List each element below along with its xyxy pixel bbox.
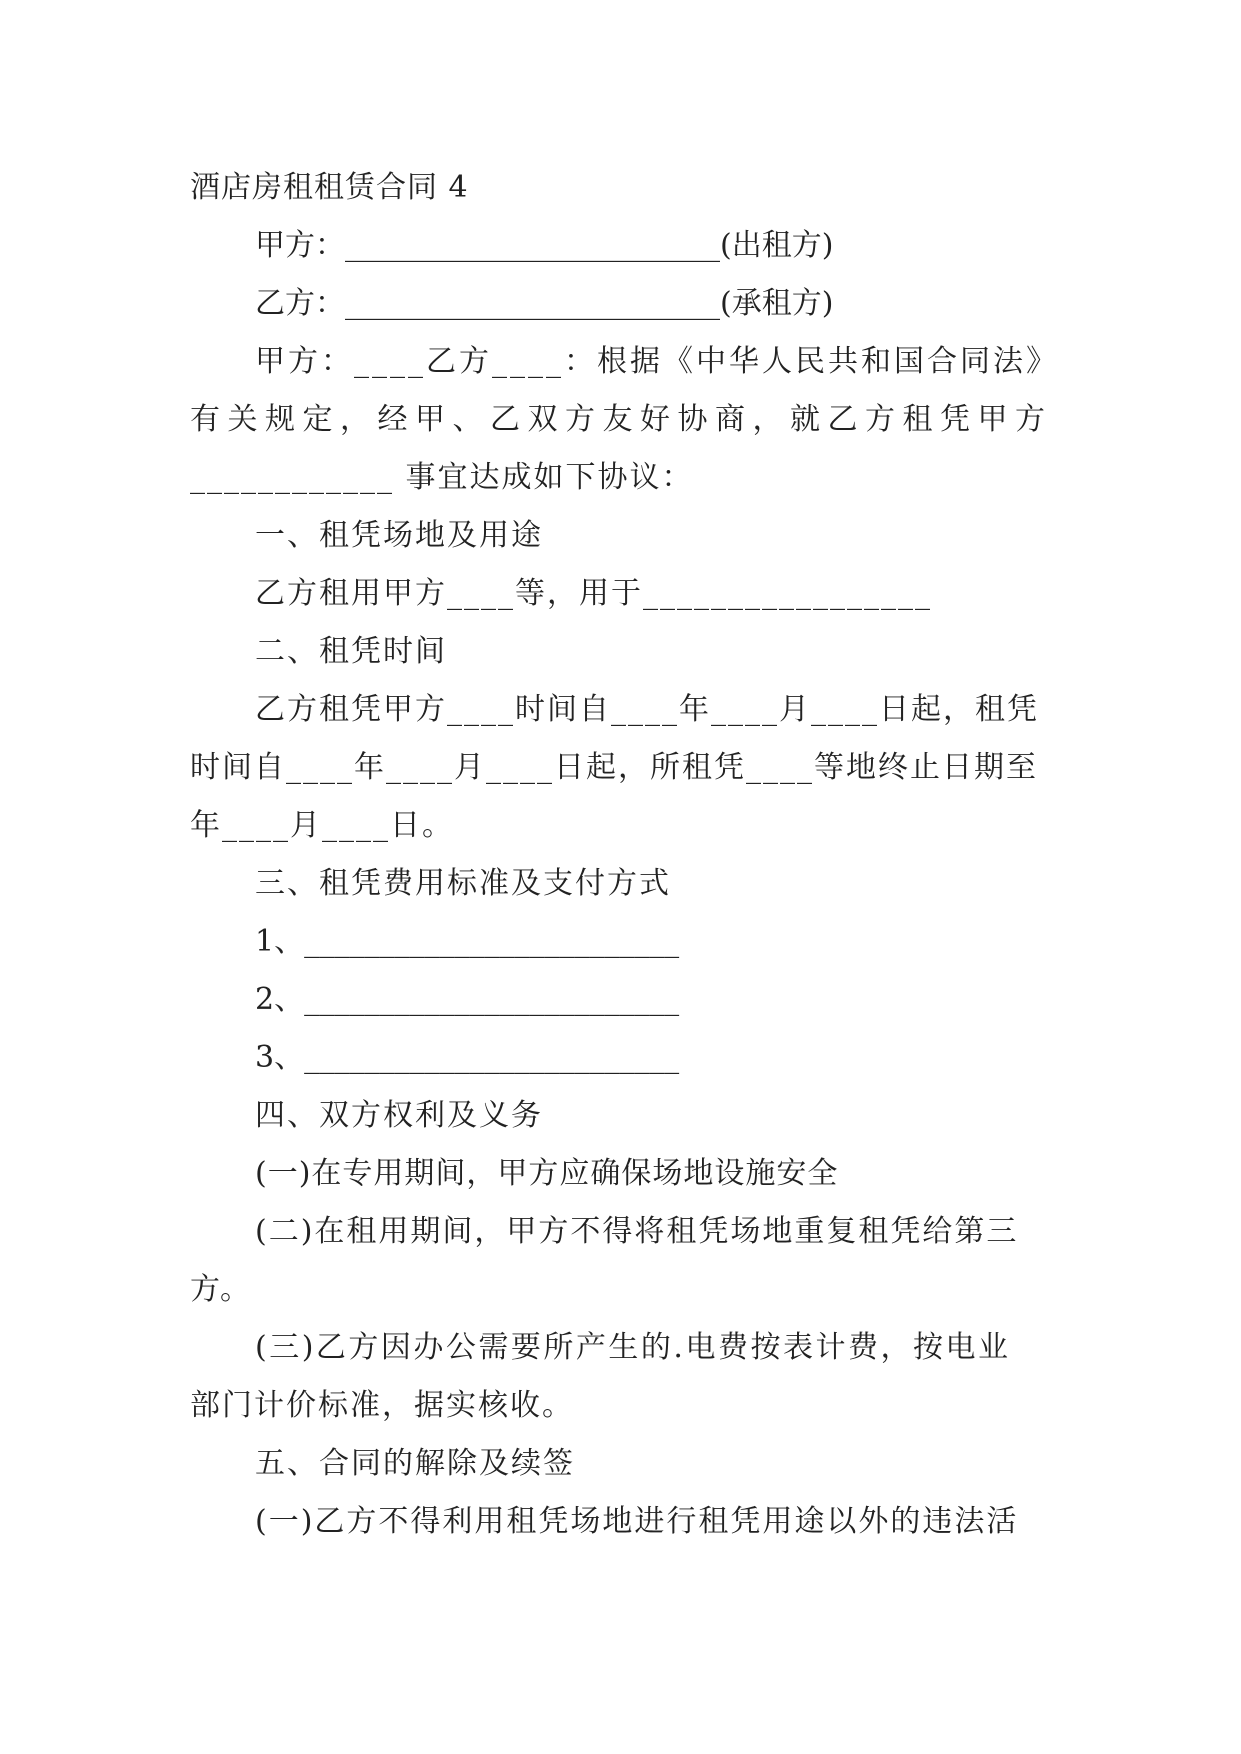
section-heading: 二、租凭时间 [255,634,447,669]
list-item: 2、_________________________ [255,982,680,1017]
section-heading: 五、合同的解除及续签 [255,1446,575,1481]
clause-line: (一)在专用期间，甲方应确保场地设施安全 [255,1156,839,1191]
intro-paragraph-line: ____________ 事宜达成如下协议： [190,460,694,495]
paragraph-line: 乙方租用甲方____等，用于_________________ [255,576,932,611]
clause-line: (三)乙方因办公需要所产生的.电费按表计费，按电业 [255,1330,1011,1365]
section-heading: 四、双方权利及义务 [255,1098,543,1133]
section-heading: 三、租凭费用标准及支付方式 [255,866,671,901]
clause-line: (二)在租用期间，甲方不得将租凭场地重复租凭给第三 [255,1214,1019,1249]
paragraph-line: 年____月____日。 [190,808,454,843]
list-item: 1、_________________________ [255,924,680,959]
clause-line: 方。 [190,1272,250,1307]
document-title: 酒店房租租赁合同 4 [190,170,469,205]
list-item: 3、_________________________ [255,1040,680,1075]
intro-paragraph-line: 甲方：____乙方____：根据《中华人民共和国合同法》 [255,344,1059,379]
section-heading: 一、租凭场地及用途 [255,518,543,553]
party-b-line: 乙方：_________________________(承租方) [255,286,834,321]
intro-paragraph-line: 有关规定，经甲、乙双方友好协商，就乙方租凭甲方 [190,402,1053,437]
clause-line: 部门计价标准，据实核收。 [190,1388,574,1423]
paragraph-line: 乙方租凭甲方____时间自____年____月____日起，租凭 [255,692,1039,727]
party-a-line: 甲方：_________________________(出租方) [255,228,834,263]
paragraph-line: 时间自____年____月____日起，所租凭____等地终止日期至 [190,750,1038,785]
clause-line: (一)乙方不得利用租凭场地进行租凭用途以外的违法活 [255,1504,1019,1539]
